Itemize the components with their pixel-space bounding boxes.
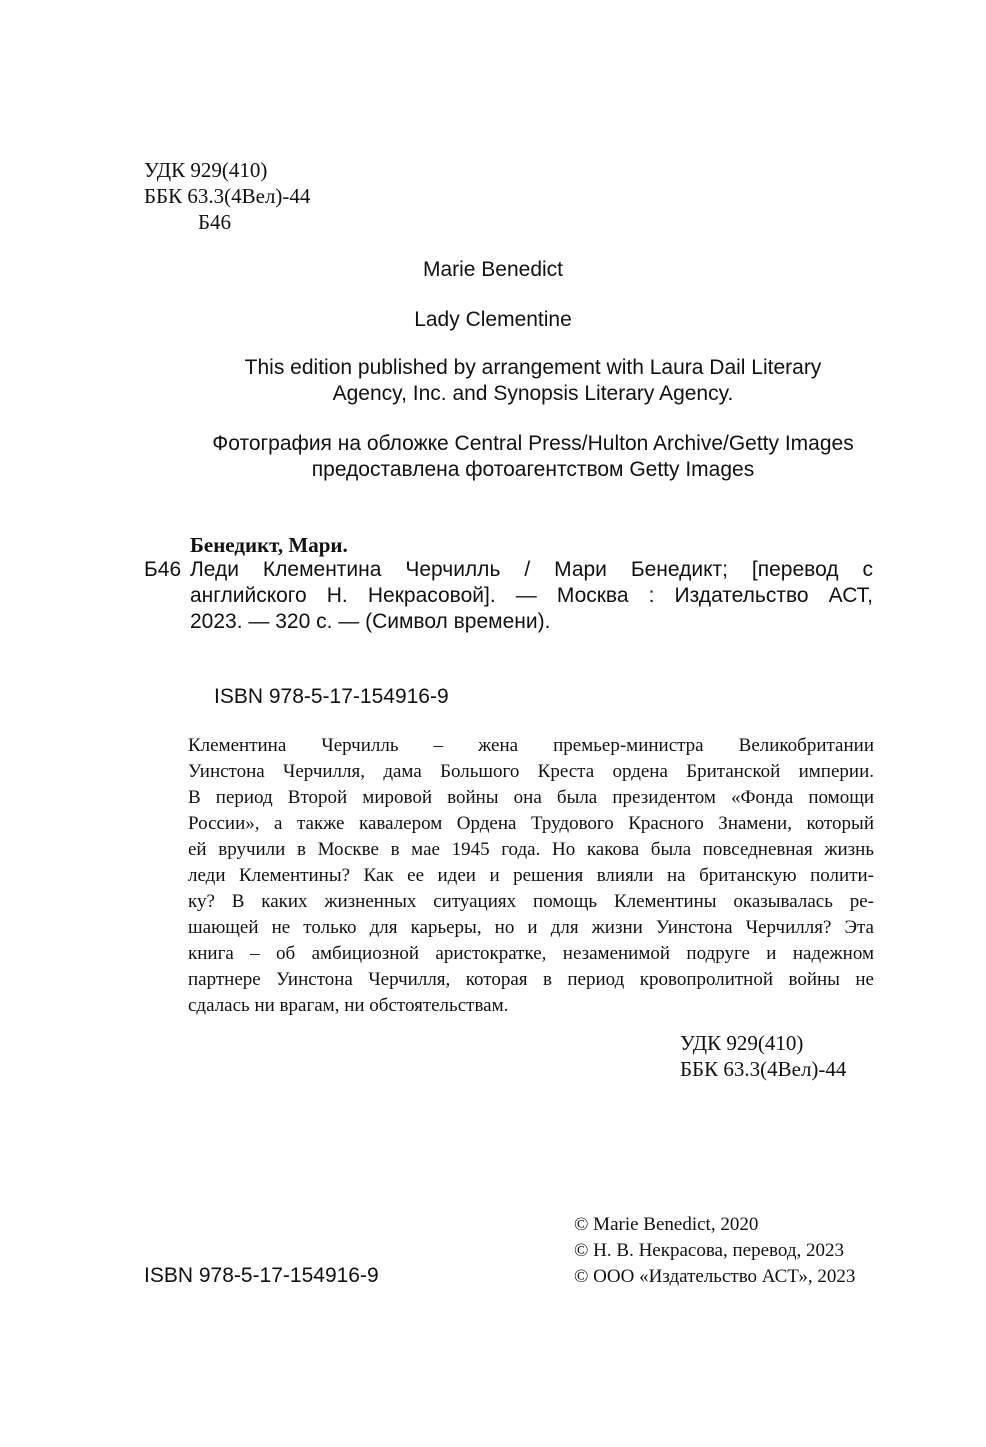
biblio-description [190, 557, 873, 635]
author-sign-top: Б46 [198, 210, 232, 234]
annotation-line: книга – об амбициозной аристократке, незаменимой подруге и надежном [188, 943, 874, 964]
copyright-block [574, 1212, 855, 1290]
bbk-code-bottom: ББК 63.3(4Вел)-44 [680, 1057, 847, 1081]
annotation-line: Клементина Черчилль – жена премьер-министра Великобритании [188, 735, 874, 756]
biblio-line: 2023. — 320 с. — (Символ времени). [190, 610, 551, 633]
annotation-line: леди Клементины? Как ее идеи и решения влияли на британскую полити- [188, 865, 874, 886]
udk-code-bottom: УДК 929(410) [680, 1031, 804, 1055]
edition-notice [200, 355, 866, 407]
original-author: Marie Benedict [422, 258, 564, 281]
annotation-line: партнере Уинстона Черчилля, которая в период кровопролитной войны не [188, 969, 874, 990]
bbk-code-top: ББК 63.3(4Вел)-44 [144, 184, 311, 208]
biblio-author-sign: Б46 [144, 558, 182, 581]
edition-line: Agency, Inc. and Synopsis Literary Agency. [332, 382, 734, 405]
biblio-author-heading: Бенедикт, Мари. [190, 533, 348, 557]
copyright-line: © Н. В. Некрасова, перевод, 2023 [574, 1240, 844, 1261]
annotation-line: Уинстона Черчилля, дама Большого Креста ордена Британской империи. [188, 761, 874, 782]
biblio-line: английского Н. Некрасовой]. — Москва : Издательство АСТ, [190, 584, 873, 607]
copyright-line: © ООО «Издательство АСТ», 2023 [574, 1266, 856, 1287]
copyright-line: © Marie Benedict, 2020 [574, 1214, 759, 1235]
isbn-bottom: ISBN 978-5-17-154916-9 [144, 1264, 379, 1287]
udk-code-top: УДК 929(410) [144, 158, 268, 182]
photo-credit-line: предоставлена фотоагентством Getty Images [311, 458, 755, 481]
biblio-line: Леди Клементина Черчилль / Мари Бенедикт; [перевод с [190, 558, 873, 581]
annotation-line: В период Второй мировой войны она была президентом «Фонда помощи [188, 787, 874, 808]
annotation-line: шающей не только для карьеры, но и для жизни Уинстона Черчилля? Эта [188, 917, 874, 938]
annotation-line: ей вручили в Москве в мае 1945 года. Но какова была повседневная жизнь [188, 839, 874, 860]
annotation-line: России», а также кавалером Ордена Трудового Красного Знамени, который [188, 813, 874, 834]
cover-photo-credit [160, 431, 906, 483]
annotation-line: ку? В каких жизненных ситуациях помощь Клементины оказывалась ре- [188, 891, 874, 912]
annotation-line: сдалась ни врагам, ни обстоятельствам. [188, 995, 509, 1016]
isbn-record: ISBN 978-5-17-154916-9 [214, 685, 449, 708]
photo-credit-line: Фотография на обложке Central Press/Hulton Archive/Getty Images [212, 432, 854, 455]
edition-line: This edition published by arrangement with Laura Dail Literary [244, 356, 822, 379]
annotation [188, 733, 874, 1019]
original-title: Lady Clementine [414, 308, 572, 331]
